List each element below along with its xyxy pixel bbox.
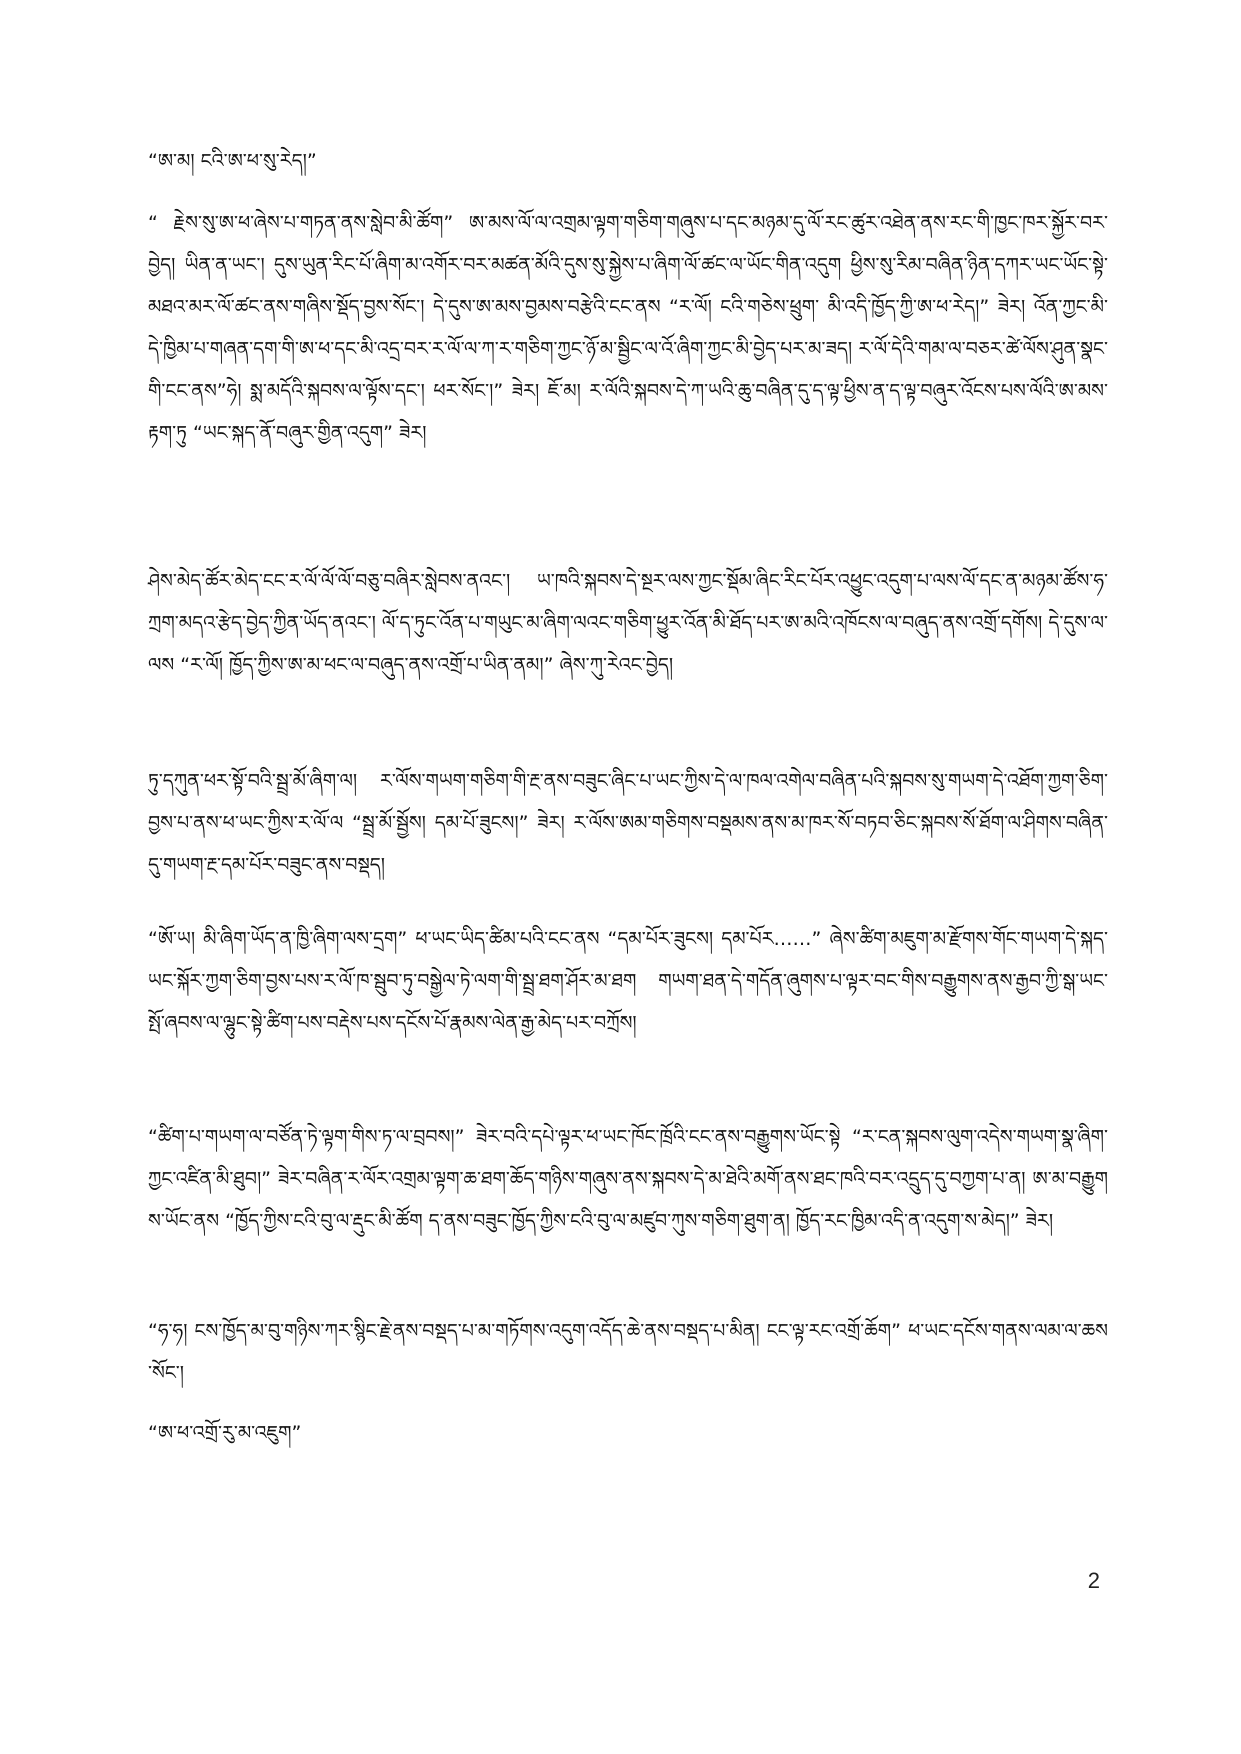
- paragraph-opening-question: “ཨ་མ། ངའི་ཨ་ཕ་སུ་རེད།”: [148, 150, 317, 172]
- paragraph-father-leaves: “ཧ་ཧ། ངས་ཁྱོད་མ་བུ་གཉིས་ཀར་སྙིང་རྗེ་ནས་བསྡད་པ་མ་གཏོགས་འདུག་འདོད་ཆེ་ནས་བསྡད་པ་མིན། ངང་ལྟ་རང་འགྲོ་ཆོག” ཕ་ཡང་དངོས་གནས་ལམ་ལ་ཆས་སོང་།: [148, 1320, 1108, 1384]
- paragraph-yak-loading: ཏུ་དཀུན་ཕར་སྟོ་བའི་སྦྲ་མོ་ཞིག་ལ། ར་ལོས་གཡག་གཅིག་གི་རྔ་ནས་བཟུང་ཞིང་པ་ཡང་ཀྱིས་དེ་ལ་ཁལ་འགེལ་བཞིན་པའི་སྐབས་སུ་གཡག་དེ་འཐོག་ཀྱག་ཅིག་བྱས་པ་ནས་ཕ་ཡང་ཀྱིས་ར་ལོ་ལ “སྦྲ་མོ་སྦྱོས། དམ་པོ་ཟུངས།” ཟེར། ར་ལོས་ཨམ་གཅིགས་བསྡམས་ནས་མ་ཁར་སོ་བཏབ་ཅིང་སྐབས་སོ་ཐོག་ལ་ཤིགས་བཞིན་དུ་གཡག་རྔ་དམ་པོར་བཟུང་ནས་བསྡད།: [148, 770, 1108, 876]
- paragraph-yak-escape: “ཨོ་ཡ། མི་ཞིག་ཡོད་ན་ཁྱི་ཞིག་ལས་དྲག” ཕ་ཡང་ཡིད་ཚིམ་པའི་ངང་ནས “དམ་པོར་ཟུངས། དམ་པོར……” ཞེས་ཚིག་མཇུག་མ་རྫོགས་གོང་གཡག་དེ་སྐད་ཡང་སྐོར་ཀྱག་ཅིག་བྱས་པས་ར་ལོ་ཁ་སྦུབ་ཏུ་བསྒྱེལ་ཏེ་ལག་གི་སྦྲ་ཐག་ཤོར་མ་ཐག གཡག་ཐན་དེ་གདོན་ཞུགས་པ་ལྟར་བང་གིས་བརྒྱུགས་ནས་རྒྱབ་ཀྱི་སྒ་ཡང་སྤོ་ཞབས་ལ་ལྷུང་སྟེ་ཚིག་པས་བརྡེས་པས་དངོས་པོ་རྣམས་ལེན་རྒྱ་མེད་པར་བཀྲོས།: [148, 928, 1108, 1034]
- paragraph-father-anger: “ཚིག་པ་གཡག་ལ་བཙོན་ཏེ་ལྟག་གིས་ཏ་ལ་བྲབས།” ཟེར་བའི་དཔེ་ལྟར་ཕ་ཡང་ཁོང་ཁྲོའི་ངང་ནས་བརྒྱུགས་ཡོང་སྟེ “ར་ངན་སྐབས་ལུག་འདེས་གཡག་སྣ་ཞིག་ཀྱང་འཛིན་མི་ཐུབ།” ཟེར་བཞིན་ར་ལོར་འགྲམ་ལྟག་ཆ་ཐག་ཆོད་གཉིས་གཞུས་ནས་སྐབས་དེ་མ་ཐེའི་མགོ་ནས་ཐང་ཁའི་བར་འདྲུད་དུ་བཀྱག་པ་ན། ཨ་མ་བརྒྱུགས་ཡོང་ནས “ཁྱོད་ཀྱིས་ངའི་བུ་ལ་རྡུང་མི་ཚོག ད་ནས་བཟུང་ཁྱོད་ཀྱིས་ངའི་བུ་ལ་མཛུབ་ཀུས་གཅིག་ཐུག་ན། ཁྱོད་རང་ཁྱིམ་འདི་ན་འདུག་ས་མེད།” ཟེར།: [148, 1126, 1108, 1232]
- page-number: 2: [1087, 1568, 1100, 1593]
- paragraph-closing-plea: “ཨ་ཕ་འགྲོ་རུ་མ་འཇུག”: [148, 1422, 302, 1444]
- paragraph-growing-up: ཤེས་མེད་ཚོར་མེད་ངང་ར་ལོ་ལོ་ལོ་བཅུ་བཞིར་སླེབས་ནའང་། ཡ་ཁའི་སྐབས་དེ་སྔར་ལས་ཀྱང་སྡོམ་ཞིང་རིང་པོར་འཕྱུང་འདུག་པ་ལས་ལོ་དང་ན་མཉམ་ཚོས་ཧ་ཀྲག་མདའ་རྩེད་བྱེད་ཀྱིན་ཡོད་ནའང་། ལོ་ད་ཏུང་འོན་པ་གཡུང་མ་ཞིག་ལའང་གཅིག་ཕྱུར་འོན་མི་ཐོད་པར་ཨ་མའི་འཁོངས་ལ་བཞུད་ནས་འགྲོ་དགོས། དེ་དུས་ལ་ལས “ར་ལོ། ཁྱོད་ཀྱིས་ཨ་མ་ཕང་ལ་བཞུད་ནས་འགྲོ་པ་ཡིན་ནམ།” ཞེས་ཀུ་རེའང་བྱེད།: [148, 570, 1108, 676]
- paragraph-mother-answer: “ རྗེས་སུ་ཨ་ཕ་ཞེས་པ་གཏན་ནས་སླེབ་མི་ཚོག” ཨ་མས་ལོ་ལ་འགྲམ་ལྟག་གཅིག་གཞུས་པ་དང་མཉམ་དུ་ལོ་རང་ཚུར་འཐེན་ནས་རང་གི་ཁྱང་ཁར་སྐྱོར་བར་བྱེད། ཡིན་ན་ཡང་། དུས་ཡུན་རིང་པོ་ཞིག་མ་འགོར་བར་མཚན་མོའི་དུས་སུ་སྐྱེས་པ་ཞིག་ལོ་ཚང་ལ་ཡོང་གིན་འདུག ཕྱིས་སུ་རིམ་བཞིན་ཉིན་དཀར་ཡང་ཡོང་སྟེ་མཐའ་མར་ལོ་ཚང་ནས་གཞིས་སྡོད་བྱས་སོང་། དེ་དུས་ཨ་མས་བྱམས་བརྩེའི་ངང་ནས “ར་ལོ། ངའི་གཅེས་ཕྲུག་ མི་འདི་ཁྱོད་ཀྱི་ཨ་ཕ་རེད།” ཟེར། འོན་ཀྱང་མི་དེ་ཁྱིམ་པ་གཞན་དག་གི་ཨ་ཕ་དང་མི་འདྲ་བར་ར་ལོ་ལ་ཀ་ར་གཅིག་ཀྱང་ཉོ་མ་སྦྱིང་ལ་འོ་ཞིག་ཀྱང་མི་བྱེད་པར་མ་ཟད། ར་ལོ་དེའི་གམ་ལ་བཅར་ཚེ་ལོས་ཤུན་སྣང་གི་ངང་ནས”ཧེ། སྨ་མདོའི་སྐབས་ལ་ལྟོས་དང་། ཕར་སོང་།” ཟེར། ཇོ་མ། ར་ལོའི་སྐབས་དེ་ཀ་ཡའི་ཆུ་བཞིན་དུ་ད་ལྟ་ཕྱིས་ན་ད་ལྟ་བཞུར་འོངས་པས་ལོའི་ཨ་མས་རྟག་ཏུ “ཡང་སྐད་ནོ་བཞུར་གྱིན་འདུག” ཟེར།: [148, 212, 1108, 444]
